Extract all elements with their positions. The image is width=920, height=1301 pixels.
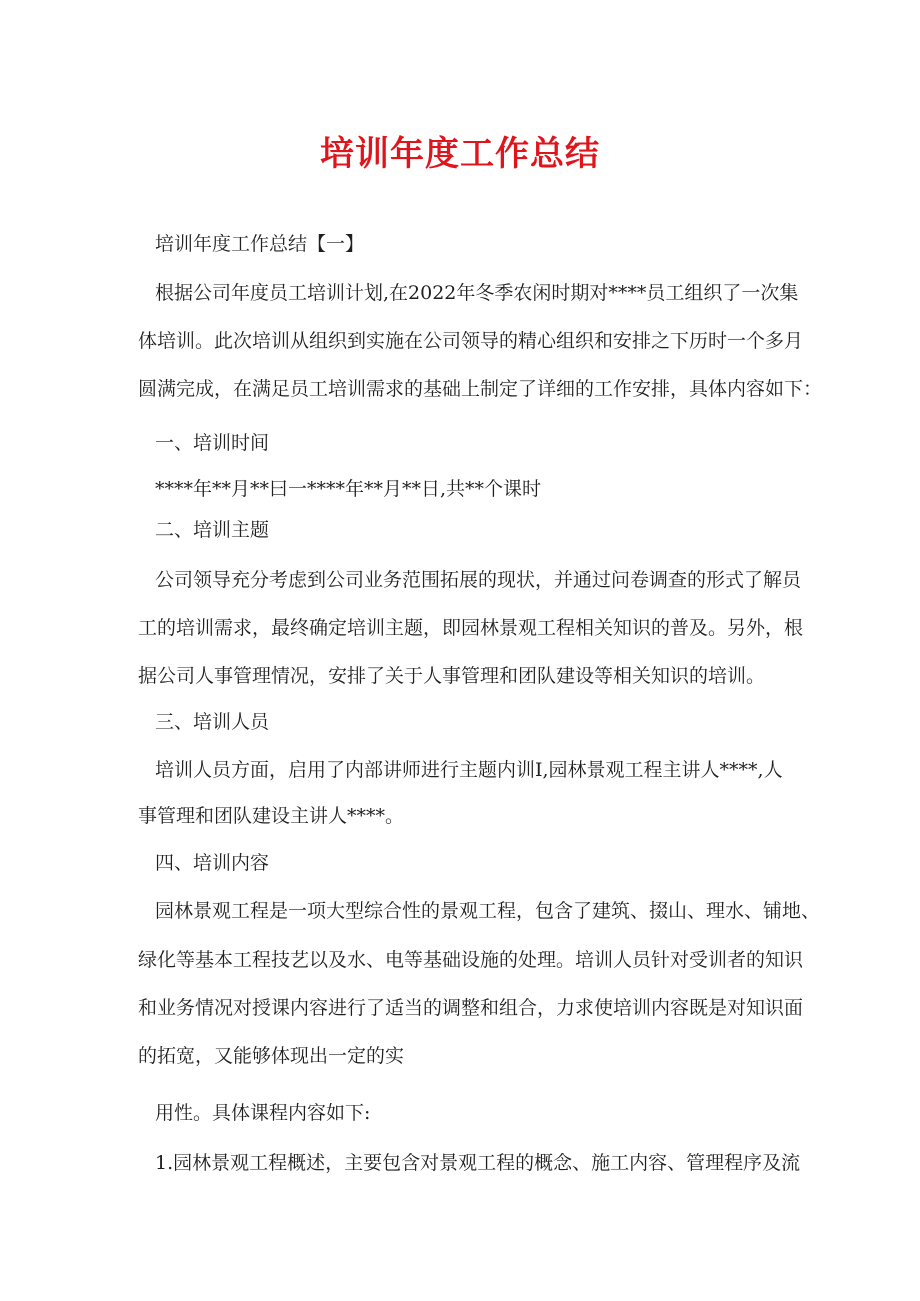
section-heading: 三、培训人员	[155, 711, 270, 733]
paragraph-line: 用性。具体课程内容如下:	[155, 1102, 371, 1124]
section-heading: 一、培训时间	[155, 432, 270, 454]
paragraph-line: 的拓宽，又能够体现出一定的实	[138, 1045, 405, 1067]
paragraph-line: 园林景观工程是一项大型综合性的景观工程，包含了建筑、掇山、理水、铺地、	[155, 900, 821, 922]
paragraph-line: 培训人员方面，启用了内部讲师进行主题内训Ⅰ,园林景观工程主讲人****,人	[155, 759, 783, 781]
paragraph-line: ****年**月**曰一****年**月**日,共**个课时	[155, 478, 542, 500]
paragraph-line: 据公司人事管理情况，安排了关于人事管理和团队建设等相关知识的培训。	[138, 665, 766, 687]
paragraph-line: 绿化等基本工程技艺以及水、电等基础设施的处理。培训人员针对受训者的知识	[138, 949, 804, 971]
document-title: 培训年度工作总结	[320, 134, 600, 174]
paragraph-line: 公司领导充分考虑到公司业务范围拓展的现状，并通过问卷调查的形式了解员	[155, 569, 802, 591]
paragraph-line: 体培训。此次培训从组织到实施在公司领导的精心组织和安排之下历时一个多月	[138, 330, 804, 352]
list-item: 1.园林景观工程概述，主要包含对景观工程的概念、施工内容、管理程序及流	[155, 1152, 801, 1174]
section-heading: 二、培训主题	[155, 519, 270, 541]
section-heading: 四、培训内容	[155, 852, 270, 874]
paragraph-line: 圆满完成，在满足员工培训需求的基础上制定了详细的工作安排，具体内容如下：	[138, 378, 823, 400]
paragraph-line: 根据公司年度员工培训计划,在2022年冬季农闲时期对****员工组织了一次集	[155, 282, 799, 304]
paragraph-line: 和业务情况对授课内容进行了适当的调整和组合，力求使培训内容既是对知识面	[138, 997, 804, 1019]
paragraph-line: 事管理和团队建设主讲人****。	[138, 805, 405, 827]
paragraph-line: 工的培训需求，最终确定培训主题，即园林景观工程相关知识的普及。另外，根	[138, 617, 804, 639]
section-heading: 培训年度工作总结【一】	[155, 233, 365, 255]
